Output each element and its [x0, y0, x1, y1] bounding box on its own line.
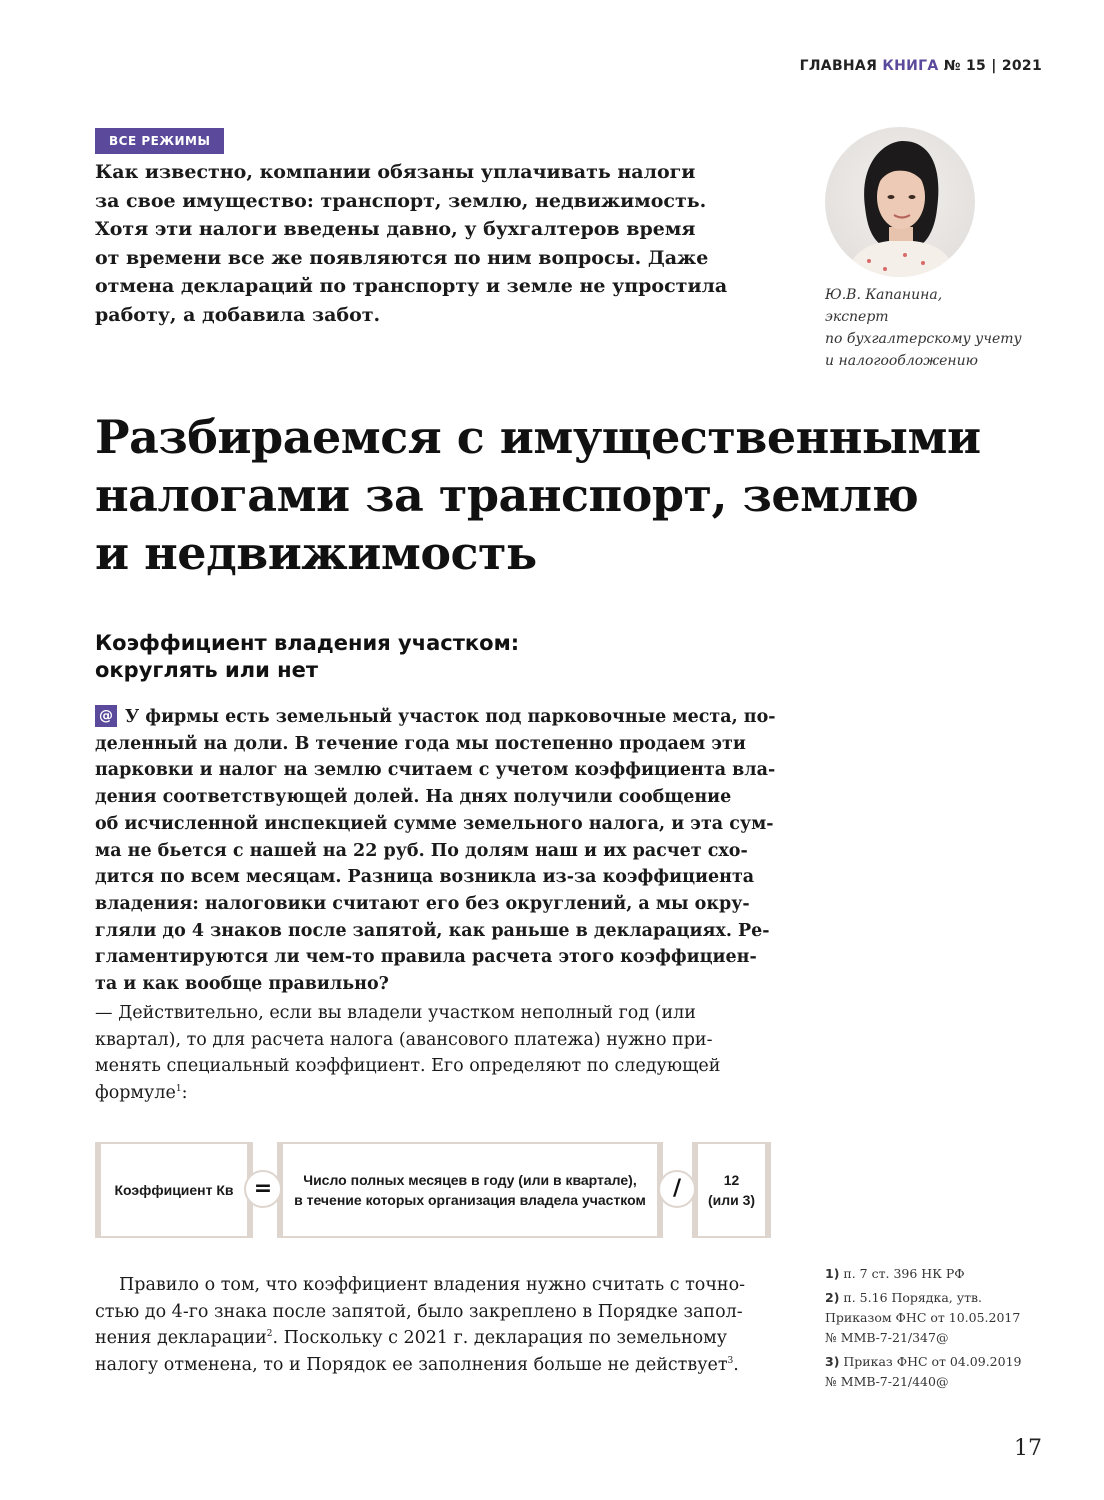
question-line: та и как вообще правильно?	[95, 974, 389, 995]
title-line: и недвижимость	[95, 526, 537, 580]
formula-denominator: 12 (или 3)	[692, 1142, 771, 1238]
question-line: гляли до 4 знаков после запятой, как раньше в декларациях. Ре-	[95, 920, 770, 941]
footnote-ref: 2	[266, 1329, 273, 1340]
formula-numerator: Число полных месяцев в году (или в квартале), в течение которых организация владела участком	[277, 1142, 663, 1238]
heading-line: округлять или нет	[95, 658, 319, 682]
lead-line: работу, а добавила забот.	[95, 303, 381, 326]
question-line: деленный на доли. В течение года мы постепенно продаем эти	[95, 733, 746, 754]
answer-line: формуле$^1$:	[95, 1083, 188, 1104]
body-line: налогу отменена, то и Порядок ее заполнения больше не действует$^3$.	[95, 1355, 739, 1376]
heading-line: Коэффициент владения участком:	[95, 631, 520, 655]
author-role: по бухгалтерскому учету	[825, 331, 1022, 347]
section-tag: ВСЕ РЕЖИМЫ	[95, 128, 224, 154]
question-line: дится по всем месяцам. Разница возникла из-за коэффициента	[95, 867, 755, 888]
formula-coefficient: Коэффициент Кв	[95, 1142, 253, 1238]
author-name: Ю.В. Капанина,	[825, 287, 943, 303]
brand-name-accent: КНИГА	[882, 58, 939, 74]
author-portrait	[825, 127, 975, 277]
reader-question	[95, 704, 776, 998]
page-number: 17	[1014, 1436, 1042, 1461]
question-line: ма не бьется с нашей на 22 руб. По долям наш и их расчет схо-	[95, 840, 748, 861]
author-role: и налогообложению	[825, 353, 978, 369]
body-line: стью до 4-го знака после запятой, было закреплено в Порядке запол-	[95, 1301, 743, 1322]
answer-line: — Действительно, если вы владели участком неполный год (или	[95, 1003, 696, 1023]
question-line: об исчисленной инспекцией сумме земельного налога, и эта сум-	[95, 813, 774, 834]
lead-line: за свое имущество: транспорт, землю, недвижимость.	[95, 189, 707, 212]
body-line: нения декларации$^2$. Поскольку с 2021 г. декларация по земельному	[95, 1328, 728, 1349]
answer-paragraph	[95, 1000, 771, 1107]
question-line: гламентируются ли чем-то правила расчета этого коэффициен-	[95, 947, 757, 968]
question-line: владения: налоговики считают его без округлений, а мы окру-	[95, 893, 750, 914]
article-title	[95, 408, 1045, 582]
section-heading	[95, 630, 695, 684]
question-line: парковки и налог на землю считаем с учетом коэффициента вла-	[95, 760, 776, 781]
answer-line: квартал), то для расчета налога (авансового платежа) нужно при-	[95, 1029, 713, 1050]
footnote: 3) Приказ ФНС от 04.09.2019 № ММВ-7-21/440@	[825, 1354, 1022, 1389]
formula-block	[95, 1142, 771, 1238]
issue-number: № 15 | 2021	[943, 58, 1042, 74]
title-line: налогами за транспорт, землю	[95, 468, 919, 522]
body-paragraph	[95, 1272, 771, 1379]
question-line: @ У фирмы есть земельный участок под парковочные места, по-	[95, 704, 771, 731]
lead-line: от времени все же появляются по ним вопросы. Даже	[95, 246, 709, 269]
brand-name: ГЛАВНАЯ	[799, 58, 878, 74]
lead-line: Как известно, компании обязаны уплачивать налоги	[95, 161, 696, 183]
equals-sign: =	[244, 1170, 282, 1208]
divide-sign: /	[658, 1170, 696, 1208]
footnote: 2) п. 5.16 Порядка, утв. Приказом ФНС от 10.05.2017 № ММВ-7-21/347@	[825, 1290, 1021, 1345]
author-role: эксперт	[825, 309, 889, 325]
answer-line: менять специальный коэффициент. Его определяют по следующей	[95, 1056, 721, 1077]
footnote: 1) п. 7 ст. 396 НК РФ	[825, 1266, 965, 1281]
at-icon: @	[95, 705, 117, 727]
footnote-ref: 3	[727, 1356, 734, 1367]
author-caption	[825, 284, 1055, 372]
footnotes	[825, 1264, 1065, 1396]
body-line: Правило о том, что коэффициент владения нужно считать с точно-	[119, 1275, 746, 1295]
lead-line: Хотя эти налоги введены давно, у бухгалтеров время	[95, 218, 696, 240]
lead-line: отмена деклараций по транспорту и земле не упростила	[95, 275, 728, 297]
footnote-ref: 1	[175, 1084, 182, 1095]
masthead	[800, 58, 1042, 74]
title-line: Разбираемся с имущественными	[95, 410, 981, 464]
question-line: дения соответствующей долей. На днях получили сообщение	[95, 787, 732, 808]
lead-paragraph	[95, 158, 765, 329]
